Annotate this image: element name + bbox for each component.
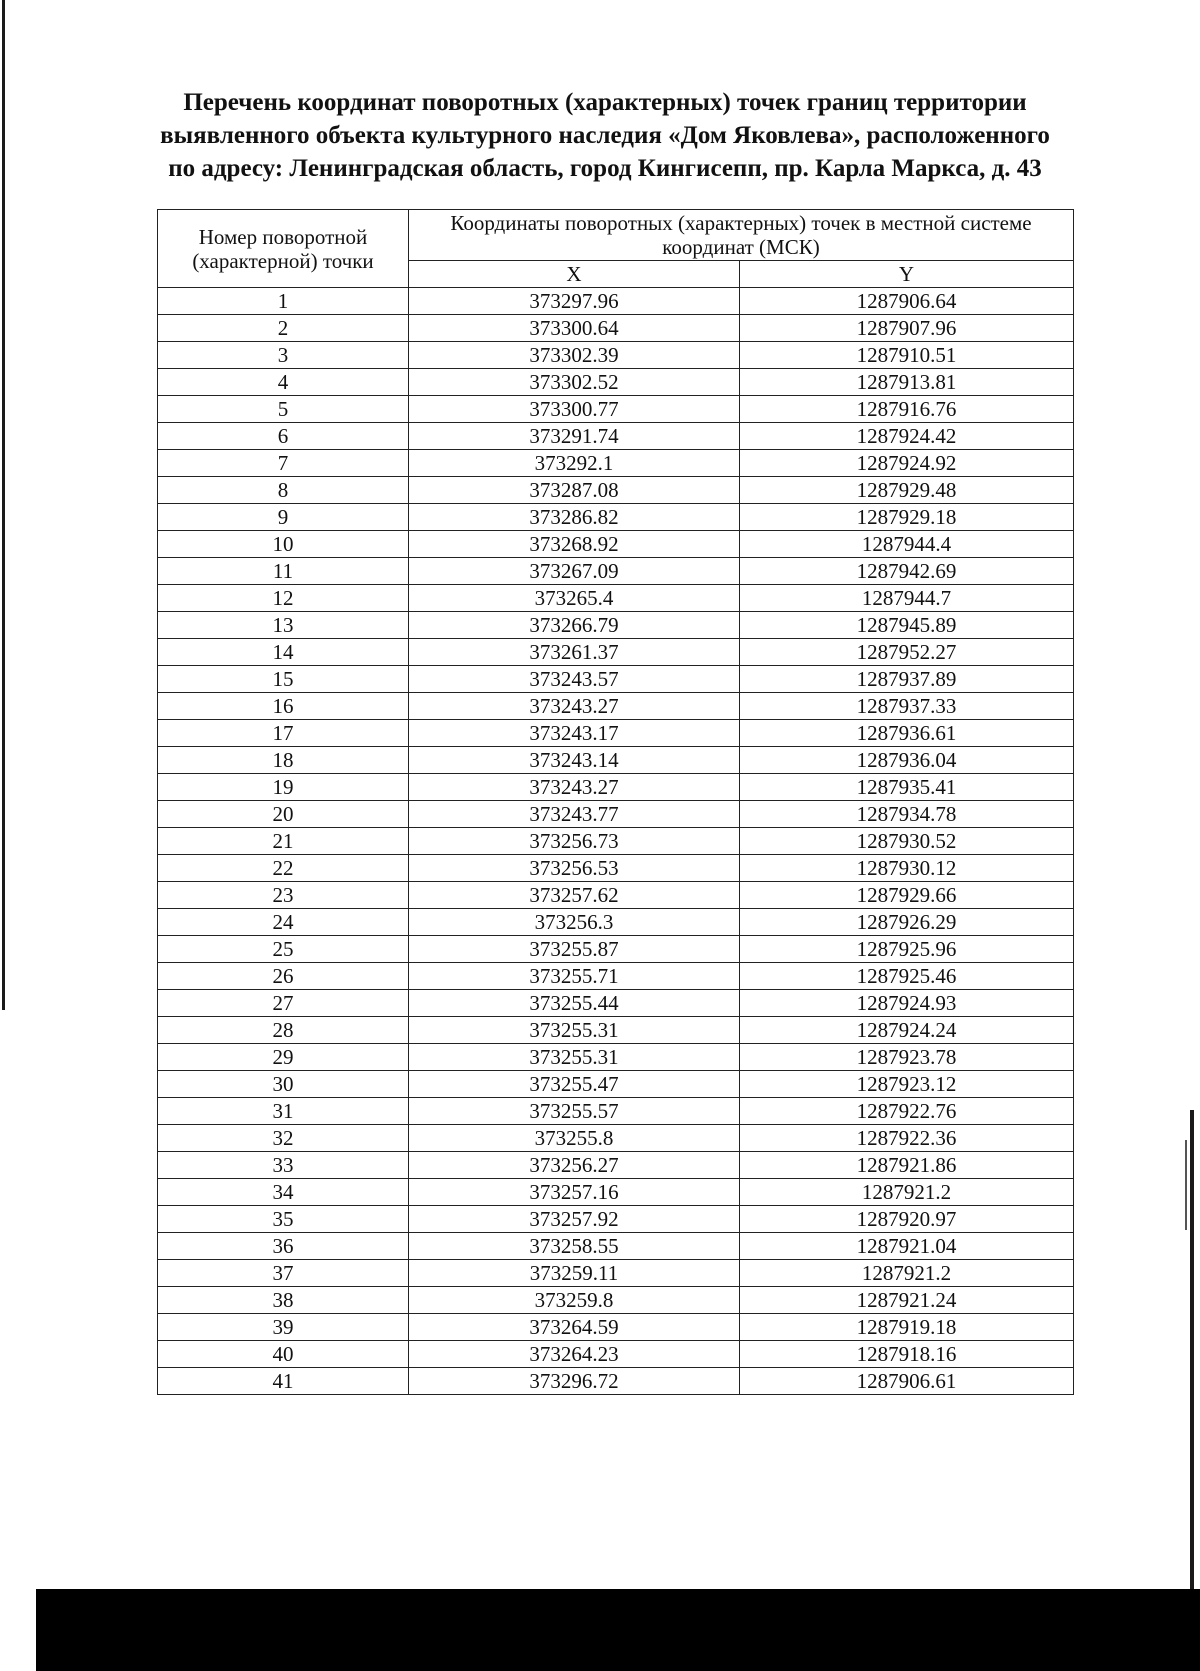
x-coordinate-cell: 373243.14 [409, 747, 740, 774]
point-number-cell: 22 [158, 855, 409, 882]
y-coordinate-cell: 1287921.24 [740, 1287, 1074, 1314]
table-row [158, 909, 1074, 936]
table-row [158, 639, 1074, 666]
table-body [158, 288, 1074, 1395]
point-number-cell: 13 [158, 612, 409, 639]
x-coordinate-cell: 373256.73 [409, 828, 740, 855]
x-coordinate-cell: 373300.64 [409, 315, 740, 342]
x-coordinate-cell: 373292.1 [409, 450, 740, 477]
coordinates-table [157, 209, 1074, 1395]
y-coordinate-cell: 1287921.2 [740, 1179, 1074, 1206]
point-number-cell: 28 [158, 1017, 409, 1044]
x-coordinate-cell: 373255.31 [409, 1044, 740, 1071]
x-coordinate-cell: 373268.92 [409, 531, 740, 558]
point-number-cell: 12 [158, 585, 409, 612]
table-row [158, 720, 1074, 747]
point-number-cell: 27 [158, 990, 409, 1017]
x-coordinate-cell: 373266.79 [409, 612, 740, 639]
y-coordinate-cell: 1287922.36 [740, 1125, 1074, 1152]
table-row [158, 855, 1074, 882]
x-coordinate-cell: 373255.31 [409, 1017, 740, 1044]
table-row [158, 558, 1074, 585]
title-line-3: по адресу: Ленинградская область, город Кингисепп, пр. Карла Маркса, д. 43 [168, 155, 1042, 182]
table-row [158, 1044, 1074, 1071]
x-coordinate-cell: 373291.74 [409, 423, 740, 450]
table-row [158, 1206, 1074, 1233]
y-coordinate-cell: 1287906.64 [740, 288, 1074, 315]
y-coordinate-cell: 1287925.46 [740, 963, 1074, 990]
x-coordinate-cell: 373255.71 [409, 963, 740, 990]
y-coordinate-cell: 1287913.81 [740, 369, 1074, 396]
y-coordinate-cell: 1287924.24 [740, 1017, 1074, 1044]
table-row [158, 369, 1074, 396]
x-coordinate-cell: 373259.11 [409, 1260, 740, 1287]
y-coordinate-cell: 1287937.33 [740, 693, 1074, 720]
x-coordinate-cell: 373300.77 [409, 396, 740, 423]
y-coordinate-cell: 1287930.12 [740, 855, 1074, 882]
x-coordinate-cell: 373286.82 [409, 504, 740, 531]
x-coordinate-cell: 373257.62 [409, 882, 740, 909]
y-coordinate-cell: 1287916.76 [740, 396, 1074, 423]
x-coordinate-cell: 373264.59 [409, 1314, 740, 1341]
table-row [158, 1179, 1074, 1206]
x-coordinate-cell: 373255.44 [409, 990, 740, 1017]
table-row [158, 1098, 1074, 1125]
table-row [158, 612, 1074, 639]
x-coordinate-cell: 373265.4 [409, 585, 740, 612]
point-number-cell: 6 [158, 423, 409, 450]
x-coordinate-cell: 373297.96 [409, 288, 740, 315]
x-coordinate-cell: 373243.17 [409, 720, 740, 747]
y-coordinate-cell: 1287929.48 [740, 477, 1074, 504]
table-row [158, 585, 1074, 612]
table-row [158, 1260, 1074, 1287]
table-row [158, 936, 1074, 963]
header-coordinates: Координаты поворотных (характерных) точек в местной системе координат (МСК) [409, 210, 1074, 261]
x-coordinate-cell: 373257.16 [409, 1179, 740, 1206]
y-coordinate-cell: 1287942.69 [740, 558, 1074, 585]
y-coordinate-cell: 1287918.16 [740, 1341, 1074, 1368]
point-number-cell: 11 [158, 558, 409, 585]
header-x: X [409, 261, 740, 288]
x-coordinate-cell: 373264.23 [409, 1341, 740, 1368]
table-row [158, 747, 1074, 774]
point-number-cell: 35 [158, 1206, 409, 1233]
x-coordinate-cell: 373302.52 [409, 369, 740, 396]
header-y: Y [740, 261, 1074, 288]
y-coordinate-cell: 1287923.78 [740, 1044, 1074, 1071]
point-number-cell: 41 [158, 1368, 409, 1395]
table-row [158, 1233, 1074, 1260]
y-coordinate-cell: 1287936.61 [740, 720, 1074, 747]
x-coordinate-cell: 373267.09 [409, 558, 740, 585]
y-coordinate-cell: 1287919.18 [740, 1314, 1074, 1341]
y-coordinate-cell: 1287921.04 [740, 1233, 1074, 1260]
x-coordinate-cell: 373256.53 [409, 855, 740, 882]
x-coordinate-cell: 373287.08 [409, 477, 740, 504]
point-number-cell: 24 [158, 909, 409, 936]
scan-bar-bottom [36, 1589, 1200, 1671]
table-row [158, 801, 1074, 828]
table-row [158, 315, 1074, 342]
y-coordinate-cell: 1287910.51 [740, 342, 1074, 369]
point-number-cell: 7 [158, 450, 409, 477]
point-number-cell: 32 [158, 1125, 409, 1152]
y-coordinate-cell: 1287937.89 [740, 666, 1074, 693]
y-coordinate-cell: 1287952.27 [740, 639, 1074, 666]
x-coordinate-cell: 373243.27 [409, 774, 740, 801]
table-row [158, 666, 1074, 693]
y-coordinate-cell: 1287930.52 [740, 828, 1074, 855]
y-coordinate-cell: 1287907.96 [740, 315, 1074, 342]
y-coordinate-cell: 1287945.89 [740, 612, 1074, 639]
x-coordinate-cell: 373302.39 [409, 342, 740, 369]
x-coordinate-cell: 373243.57 [409, 666, 740, 693]
y-coordinate-cell: 1287926.29 [740, 909, 1074, 936]
table-row [158, 774, 1074, 801]
scan-artifact-mark [1185, 1140, 1187, 1230]
y-coordinate-cell: 1287924.92 [740, 450, 1074, 477]
table-row [158, 693, 1074, 720]
point-number-cell: 1 [158, 288, 409, 315]
x-coordinate-cell: 373255.87 [409, 936, 740, 963]
table-row [158, 882, 1074, 909]
table-row [158, 1287, 1074, 1314]
point-number-cell: 30 [158, 1071, 409, 1098]
point-number-cell: 29 [158, 1044, 409, 1071]
y-coordinate-cell: 1287921.86 [740, 1152, 1074, 1179]
scan-edge-right [1190, 1110, 1194, 1590]
table-row [158, 1071, 1074, 1098]
point-number-cell: 34 [158, 1179, 409, 1206]
x-coordinate-cell: 373257.92 [409, 1206, 740, 1233]
point-number-cell: 20 [158, 801, 409, 828]
y-coordinate-cell: 1287921.2 [740, 1260, 1074, 1287]
y-coordinate-cell: 1287922.76 [740, 1098, 1074, 1125]
x-coordinate-cell: 373243.27 [409, 693, 740, 720]
x-coordinate-cell: 373261.37 [409, 639, 740, 666]
point-number-cell: 33 [158, 1152, 409, 1179]
document-title [80, 86, 1130, 185]
point-number-cell: 36 [158, 1233, 409, 1260]
title-line-1: Перечень координат поворотных (характерных) точек границ территории [183, 89, 1027, 116]
table-row [158, 828, 1074, 855]
point-number-cell: 17 [158, 720, 409, 747]
y-coordinate-cell: 1287935.41 [740, 774, 1074, 801]
table-row [158, 1125, 1074, 1152]
y-coordinate-cell: 1287944.7 [740, 585, 1074, 612]
point-number-cell: 15 [158, 666, 409, 693]
point-number-cell: 3 [158, 342, 409, 369]
header-point-number: Номер поворотной (характерной) точки [158, 210, 409, 288]
x-coordinate-cell: 373258.55 [409, 1233, 740, 1260]
point-number-cell: 39 [158, 1314, 409, 1341]
x-coordinate-cell: 373255.8 [409, 1125, 740, 1152]
point-number-cell: 21 [158, 828, 409, 855]
x-coordinate-cell: 373256.3 [409, 909, 740, 936]
y-coordinate-cell: 1287923.12 [740, 1071, 1074, 1098]
y-coordinate-cell: 1287924.93 [740, 990, 1074, 1017]
table-row [158, 423, 1074, 450]
table-row [158, 1314, 1074, 1341]
x-coordinate-cell: 373259.8 [409, 1287, 740, 1314]
y-coordinate-cell: 1287936.04 [740, 747, 1074, 774]
table-row [158, 450, 1074, 477]
point-number-cell: 19 [158, 774, 409, 801]
table-row [158, 1017, 1074, 1044]
point-number-cell: 14 [158, 639, 409, 666]
point-number-cell: 23 [158, 882, 409, 909]
y-coordinate-cell: 1287929.66 [740, 882, 1074, 909]
coordinates-table-container [157, 209, 1073, 1395]
y-coordinate-cell: 1287920.97 [740, 1206, 1074, 1233]
table-row [158, 396, 1074, 423]
point-number-cell: 16 [158, 693, 409, 720]
scan-edge-left [2, 0, 5, 1010]
table-row [158, 342, 1074, 369]
x-coordinate-cell: 373255.57 [409, 1098, 740, 1125]
y-coordinate-cell: 1287934.78 [740, 801, 1074, 828]
y-coordinate-cell: 1287944.4 [740, 531, 1074, 558]
table-row [158, 531, 1074, 558]
point-number-cell: 9 [158, 504, 409, 531]
x-coordinate-cell: 373255.47 [409, 1071, 740, 1098]
y-coordinate-cell: 1287929.18 [740, 504, 1074, 531]
title-line-2: выявленного объекта культурного наследия «Дом Яковлева», расположенного [160, 122, 1050, 149]
table-row [158, 963, 1074, 990]
point-number-cell: 2 [158, 315, 409, 342]
point-number-cell: 40 [158, 1341, 409, 1368]
table-row [158, 1152, 1074, 1179]
point-number-cell: 5 [158, 396, 409, 423]
table-row [158, 1341, 1074, 1368]
point-number-cell: 25 [158, 936, 409, 963]
point-number-cell: 8 [158, 477, 409, 504]
x-coordinate-cell: 373243.77 [409, 801, 740, 828]
x-coordinate-cell: 373296.72 [409, 1368, 740, 1395]
table-row [158, 1368, 1074, 1395]
point-number-cell: 31 [158, 1098, 409, 1125]
point-number-cell: 38 [158, 1287, 409, 1314]
point-number-cell: 18 [158, 747, 409, 774]
y-coordinate-cell: 1287924.42 [740, 423, 1074, 450]
x-coordinate-cell: 373256.27 [409, 1152, 740, 1179]
table-row [158, 990, 1074, 1017]
point-number-cell: 4 [158, 369, 409, 396]
point-number-cell: 10 [158, 531, 409, 558]
table-row [158, 288, 1074, 315]
table-row [158, 504, 1074, 531]
y-coordinate-cell: 1287906.61 [740, 1368, 1074, 1395]
point-number-cell: 37 [158, 1260, 409, 1287]
point-number-cell: 26 [158, 963, 409, 990]
y-coordinate-cell: 1287925.96 [740, 936, 1074, 963]
table-row [158, 477, 1074, 504]
